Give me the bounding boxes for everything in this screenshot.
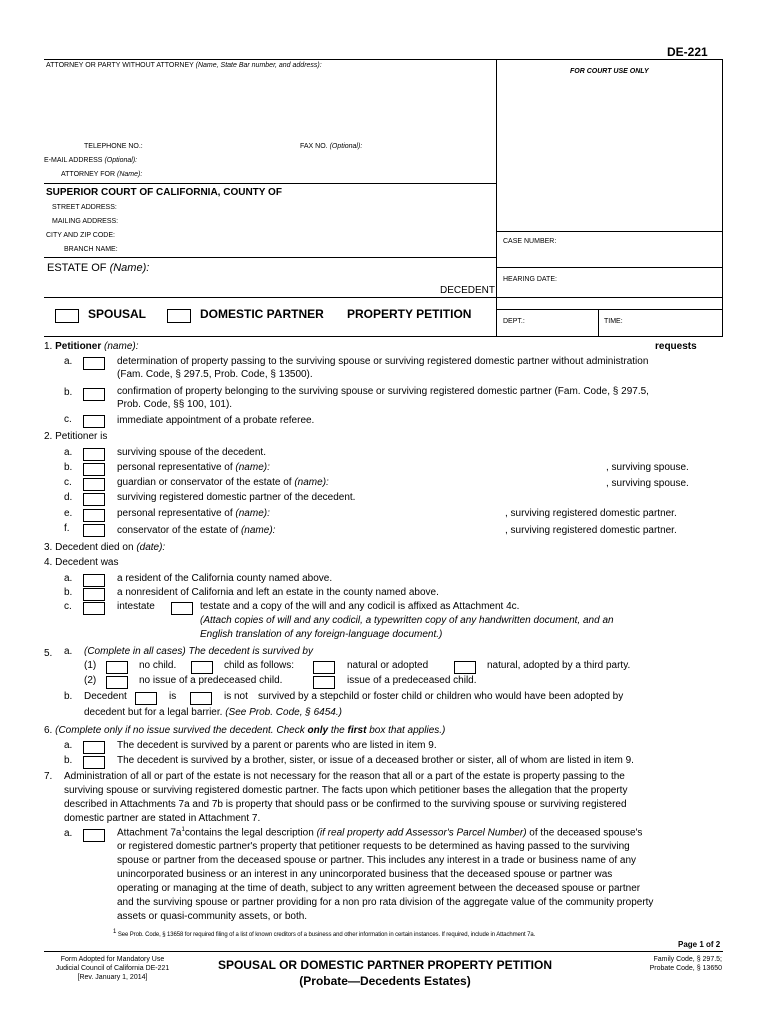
item2e-letter: e. <box>64 508 73 519</box>
estate-bottom-rule <box>44 297 723 298</box>
dept-label: DEPT.: <box>503 318 525 325</box>
no-issue-label: no issue of a predeceased child. <box>139 675 283 686</box>
item1b-text-1: confirmation of property belonging to the surviving spouse or surviving registered domestic partner (Fam. Code, § 297.5, <box>117 386 649 397</box>
hearing-top-rule <box>496 267 723 268</box>
footer-code-2: Probate Code, § 13650 <box>649 965 722 972</box>
item1b-text-2: Prob. Code, §§ 100, 101). <box>117 399 233 410</box>
email-label: E-MAIL ADDRESS (Optional): <box>44 157 138 164</box>
item7-line-3: described in Attachments 7a and 7b is property that should pass or be confirmed to the surviving spouse or surviving registered <box>64 799 627 810</box>
item2b-checkbox[interactable] <box>83 463 105 476</box>
item2c-text: guardian or conservator of the estate of (name): <box>117 477 329 488</box>
item4a-text: a resident of the California county named above. <box>117 573 333 584</box>
item6a-letter: a. <box>64 740 73 751</box>
item4-label: 4. Decedent was <box>44 557 119 568</box>
footer-rule <box>44 951 723 952</box>
item2b-letter: b. <box>64 462 73 473</box>
attorney-label: ATTORNEY OR PARTY WITHOUT ATTORNEY (Name, State Bar number, and address): <box>46 62 322 69</box>
property-petition-label: PROPERTY PETITION <box>347 307 472 321</box>
item7-line-2: surviving spouse or surviving registered domestic partner. The facts upon which petitioner bases the allegation that the property <box>64 785 628 796</box>
item4c-note-2: English translation of any foreign-language document.) <box>200 629 443 640</box>
header-right-border <box>722 59 723 337</box>
item7-line-4: domestic partner are stated in Attachment 7. <box>64 813 261 824</box>
item5a-letter: a. <box>64 646 73 657</box>
item5b-is-checkbox[interactable] <box>135 692 157 705</box>
item5b-isnot-label: is not <box>224 691 248 702</box>
item1b-checkbox[interactable] <box>83 388 105 401</box>
attorney-bottom-rule <box>44 183 497 184</box>
item5a1-marker: (1) <box>84 660 97 671</box>
header-vertical-divider <box>496 59 497 337</box>
item1b-letter: b. <box>64 387 73 398</box>
form-adopted-block <box>44 955 181 982</box>
domestic-partner-checkbox[interactable] <box>167 309 191 323</box>
item1a-text-2: (Fam. Code, § 297.5, Prob. Code, § 13500). <box>117 369 313 380</box>
dept-time-divider <box>598 309 599 337</box>
item1c-letter: c. <box>64 414 72 425</box>
branch-name-label: BRANCH NAME: <box>64 246 118 253</box>
decedent-label: DECEDENT <box>440 285 496 296</box>
item5-num: 5. <box>44 648 53 659</box>
form-id: DE-221 <box>667 45 708 59</box>
item6a-text: The decedent is survived by a parent or parents who are listed in item 9. <box>117 740 437 751</box>
item2c-letter: c. <box>64 477 72 488</box>
issue-label: issue of a predeceased child. <box>347 675 477 686</box>
natural-adopted-checkbox[interactable] <box>313 661 335 674</box>
item5b-decedent: Decedent <box>84 691 127 702</box>
court-use-label: FOR COURT USE ONLY <box>570 68 649 75</box>
hearing-date-label: HEARING DATE: <box>503 276 557 283</box>
item6b-letter: b. <box>64 755 73 766</box>
item5b-line-2: decedent but for a legal barrier. (See Prob. Code, § 6454.) <box>84 707 342 718</box>
item1a-letter: a. <box>64 356 73 367</box>
item7a-letter: a. <box>64 828 73 839</box>
item2a-text: surviving spouse of the decedent. <box>117 447 266 458</box>
fax-label: FAX NO. (Optional): <box>300 143 363 150</box>
item1c-text: immediate appointment of a probate referee. <box>117 415 315 426</box>
spousal-label: SPOUSAL <box>88 307 147 321</box>
item4c-intestate: intestate <box>117 601 155 612</box>
item2f-text: conservator of the estate of (name): <box>117 525 276 536</box>
natural-third-party-checkbox[interactable] <box>454 661 476 674</box>
child-as-follows-checkbox[interactable] <box>191 661 213 674</box>
city-zip-label: CITY AND ZIP CODE: <box>46 232 115 239</box>
footer-title-2: (Probate—Decedents Estates) <box>299 974 471 988</box>
item1-requests: requests <box>655 341 697 352</box>
form-adopted-line-1: Form Adopted for Mandatory Use <box>60 956 165 963</box>
natural-adopted-label: natural or adopted <box>347 660 429 671</box>
item5a-text: (Complete in all cases) The decedent is survived by <box>84 646 313 657</box>
item2d-text: surviving registered domestic partner of the decedent. <box>117 492 356 503</box>
mailing-address-label: MAILING ADDRESS: <box>52 218 119 225</box>
footer-code-1: Family Code, § 297.5; <box>653 956 722 963</box>
attorney-for-label: ATTORNEY FOR (Name): <box>61 171 143 178</box>
no-child-label: no child. <box>139 660 177 671</box>
item7a-line-1: Attachment $7a^1contains$ the legal description (if real property add Assessor's Parcel Number) of the deceased spouse's <box>117 827 643 839</box>
item4c-testate-checkbox[interactable] <box>171 602 193 615</box>
item7a-line-3: spouse or partner from the deceased spouse or partner. This includes any interest in a trade or business name of any <box>117 855 636 866</box>
item7a-line-2: or registered domestic partner's property that petitioner requests to be determined as having passed to the surviving <box>117 841 630 852</box>
footer-codes <box>600 955 722 973</box>
item4c-note-1: (Attach copies of will and any codicil, a typewritten copy of any handwritten document, and an <box>200 615 614 626</box>
item5b-isnot-checkbox[interactable] <box>190 692 212 705</box>
title-bottom-rule <box>44 336 723 337</box>
item2e-text: personal representative of (name): <box>117 508 270 519</box>
no-child-checkbox[interactable] <box>106 661 128 674</box>
item6b-checkbox[interactable] <box>83 756 105 769</box>
item4a-checkbox[interactable] <box>83 574 105 587</box>
time-label: TIME: <box>604 318 623 325</box>
footnote: $^1$ See Prob. Code, § 13658 for required filing of a list of known creditors of a business and other information in certain instances. If required, include in Attachment 7a. <box>113 929 536 938</box>
header-top-rule <box>44 59 722 60</box>
item5b-is-label: is <box>169 691 177 702</box>
item5b-text: survived by a stepchild or foster child or children who would have been adopted by <box>258 691 624 702</box>
item7a-line-5: operating or managing at the time of death, subject to any written agreement between the deceased spouse or partner <box>117 883 641 894</box>
item1-label: 1. Petitioner (name): <box>44 341 139 352</box>
case-number-label: CASE NUMBER: <box>503 238 557 245</box>
item2b-text: personal representative of (name): <box>117 462 270 473</box>
item2e-right: , surviving registered domestic partner. <box>505 508 677 519</box>
item4b-letter: b. <box>64 587 73 598</box>
item2d-letter: d. <box>64 492 73 503</box>
form-adopted-line-3: [Rev. January 1, 2014] <box>77 974 148 981</box>
item7a-checkbox[interactable] <box>83 829 105 842</box>
item2f-letter: f. <box>64 523 70 534</box>
street-address-label: STREET ADDRESS: <box>52 204 117 211</box>
item4c-intestate-checkbox[interactable] <box>83 602 105 615</box>
page-number: Page 1 of 2 <box>678 940 721 949</box>
telephone-label: TELEPHONE NO.: <box>84 143 143 150</box>
item2f-checkbox[interactable] <box>83 524 105 537</box>
item4c-testate: testate and a copy of the will and any codicil is affixed as Attachment 4c. <box>200 601 520 612</box>
item7a-line-4: unincorporated business or an interest in any unincorporated business that the deceased spouse or partner was <box>117 869 613 880</box>
item4c-letter: c. <box>64 601 72 612</box>
item6-text: 6. (Complete only if no issue survived the decedent. Check only the first box that applies.) <box>44 725 446 736</box>
item3-text: 3. Decedent died on (date): <box>44 542 166 553</box>
item2a-checkbox[interactable] <box>83 448 105 461</box>
item1a-checkbox[interactable] <box>83 357 105 370</box>
footer-title-1: SPOUSAL OR DOMESTIC PARTNER PROPERTY PETITION <box>217 958 553 972</box>
item4a-letter: a. <box>64 573 73 584</box>
item4b-text: a nonresident of California and left an estate in the county named above. <box>117 587 439 598</box>
item2d-checkbox[interactable] <box>83 493 105 506</box>
item7-num: 7. <box>44 771 53 782</box>
no-issue-checkbox[interactable] <box>106 676 128 689</box>
estate-of-label: ESTATE OF (Name): <box>47 262 150 274</box>
form-adopted-line-2: Judicial Council of California DE-221 <box>55 965 170 972</box>
item7a-line-7: assets or quasi-community assets, or both. <box>117 911 308 922</box>
spousal-checkbox[interactable] <box>55 309 79 323</box>
issue-checkbox[interactable] <box>313 676 335 689</box>
item2-label: 2. Petitioner is <box>44 431 108 442</box>
item5b-letter: b. <box>64 691 73 702</box>
item6a-checkbox[interactable] <box>83 741 105 754</box>
item4b-checkbox[interactable] <box>83 588 105 601</box>
item2a-letter: a. <box>64 447 73 458</box>
dept-top-rule <box>496 309 723 310</box>
item2c-right: , surviving spouse. <box>606 478 689 489</box>
domestic-partner-label: DOMESTIC PARTNER <box>200 307 324 321</box>
natural-third-party-label: natural, adopted by a third party. <box>487 660 631 671</box>
footer-title-block <box>196 957 574 989</box>
item7-line-1: Administration of all or part of the estate is not necessary for the reason that all or a part of the estate is property passing to the <box>64 771 625 782</box>
item2f-right: , surviving registered domestic partner. <box>505 525 677 536</box>
case-number-top-rule <box>496 231 723 232</box>
item2b-right: , surviving spouse. <box>606 462 689 473</box>
item7a-line-6: and the surviving spouse or partner providing for a non pro rata division of the aggregate value of the community property <box>117 897 654 908</box>
item2e-checkbox[interactable] <box>83 509 105 522</box>
court-title: SUPERIOR COURT OF CALIFORNIA, COUNTY OF <box>46 187 282 198</box>
item6b-text: The decedent is survived by a brother, sister, or issue of a deceased brother or sister, all of whom are listed in item 9. <box>117 755 634 766</box>
court-bottom-rule <box>44 257 497 258</box>
item2c-checkbox[interactable] <box>83 478 105 491</box>
item1c-checkbox[interactable] <box>83 415 105 428</box>
item1a-text-1: determination of property passing to the surviving spouse or surviving registered domestic partner without administration <box>117 356 649 367</box>
item5a2-marker: (2) <box>84 675 97 686</box>
child-as-follows-label: child as follows: <box>224 660 295 671</box>
